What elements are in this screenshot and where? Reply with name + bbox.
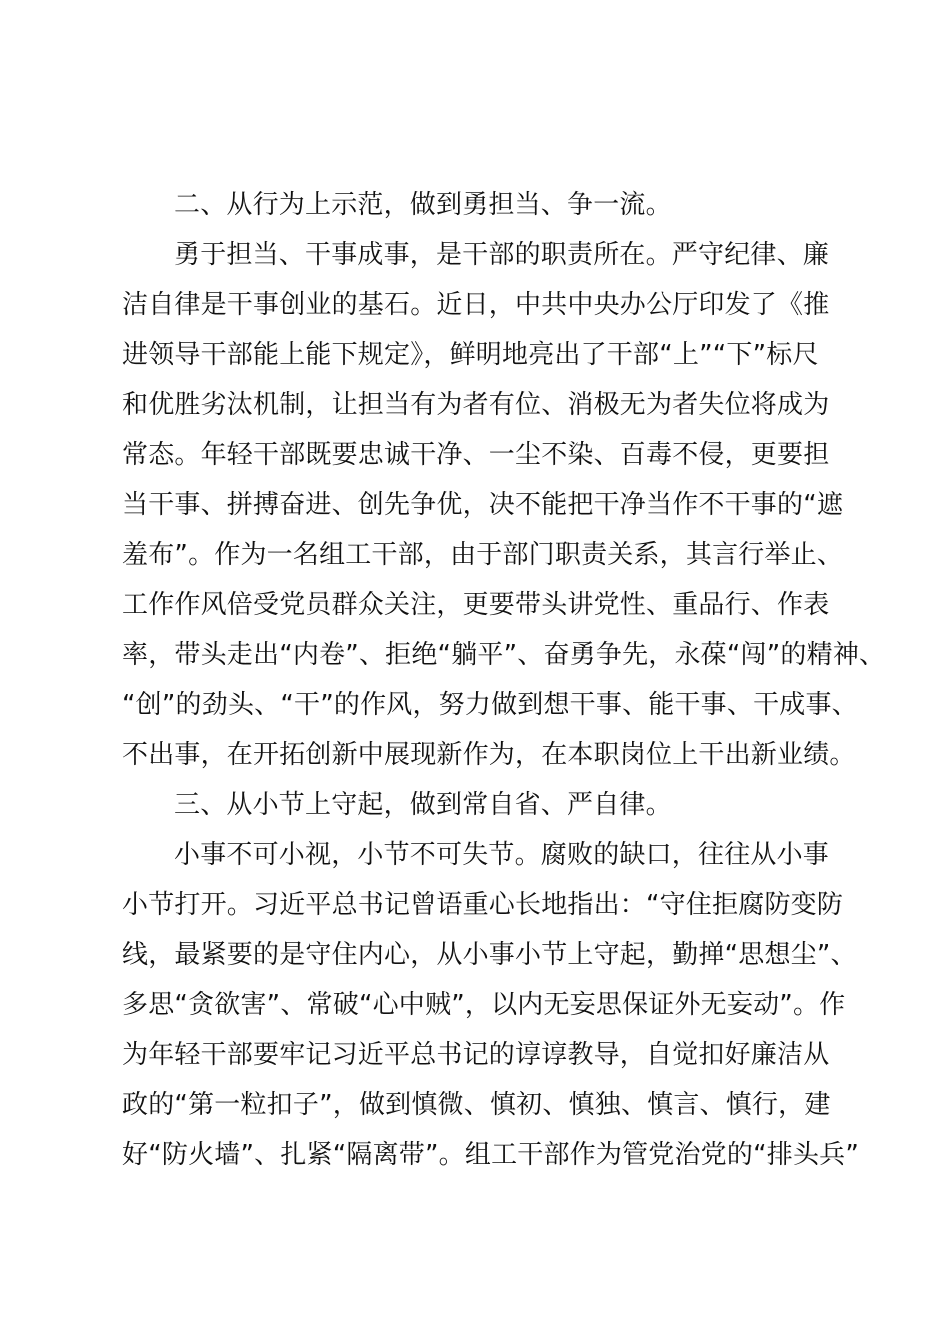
paragraph-line: 为年轻干部要牢记习近平总书记的谆谆教导，自觉扣好廉洁从 <box>122 1040 830 1070</box>
paragraph-line: 政的“第一粒扣子”，做到慎微、慎初、慎独、慎言、慎行，建 <box>122 1090 831 1120</box>
paragraph-line: “创”的劲头、“干”的作风，努力做到想干事、能干事、干成事、 <box>122 690 858 720</box>
paragraph-line: 勇于担当、干事成事，是干部的职责所在。严守纪律、廉 <box>174 240 830 270</box>
paragraph-line: 多思“贪欲害”、常破“心中贼”，以内无妄思保证外无妄动”。作 <box>122 990 846 1020</box>
paragraph-line: 常态。年轻干部既要忠诚干净、一尘不染、百毒不侵，更要担 <box>122 440 830 470</box>
paragraph-line: 工作作风倍受党员群众关注，更要带头讲党性、重品行、作表 <box>122 590 830 620</box>
paragraph-line: 进领导干部能上能下规定》，鲜明地亮出了干部“上”“下”标尺 <box>122 340 819 370</box>
paragraph-line: 当干事、拼搏奋进、创先争优，决不能把干净当作不干事的“遮 <box>122 490 844 520</box>
paragraph-line: 线，最紧要的是守住内心，从小事小节上守起，勤掸“思想尘”、 <box>122 940 857 970</box>
paragraph-line: 小事不可小视，小节不可失节。腐败的缺口，往往从小事 <box>174 840 830 870</box>
paragraph-line: 不出事，在开拓创新中展现新作为，在本职岗位上干出新业绩。 <box>122 740 856 770</box>
paragraph-line: 洁自律是干事创业的基石。近日，中共中央办公厅印发了《推 <box>122 290 830 320</box>
paragraph-line: 和优胜劣汰机制，让担当有为者有位、消极无为者失位将成为 <box>122 390 830 420</box>
paragraph-line: 率，带头走出“内卷”、拒绝“躺平”、奋勇争先，永葆“闯”的精神、 <box>122 640 886 670</box>
section-heading-3: 三、从小节上守起，做到常自省、严自律。 <box>174 790 672 820</box>
document-body <box>122 180 886 1180</box>
paragraph-line: 好“防火墙”、扎紧“隔离带”。组工干部作为管党治党的“排头兵” <box>122 1140 860 1170</box>
section-heading-2: 二、从行为上示范，做到勇担当、争一流。 <box>174 190 672 220</box>
paragraph-line: 小节打开。习近平总书记曾语重心长地指出：“守住拒腐防变防 <box>122 890 844 920</box>
paragraph-line: 羞布”。作为一名组工干部，由于部门职责关系，其言行举止、 <box>122 540 844 570</box>
